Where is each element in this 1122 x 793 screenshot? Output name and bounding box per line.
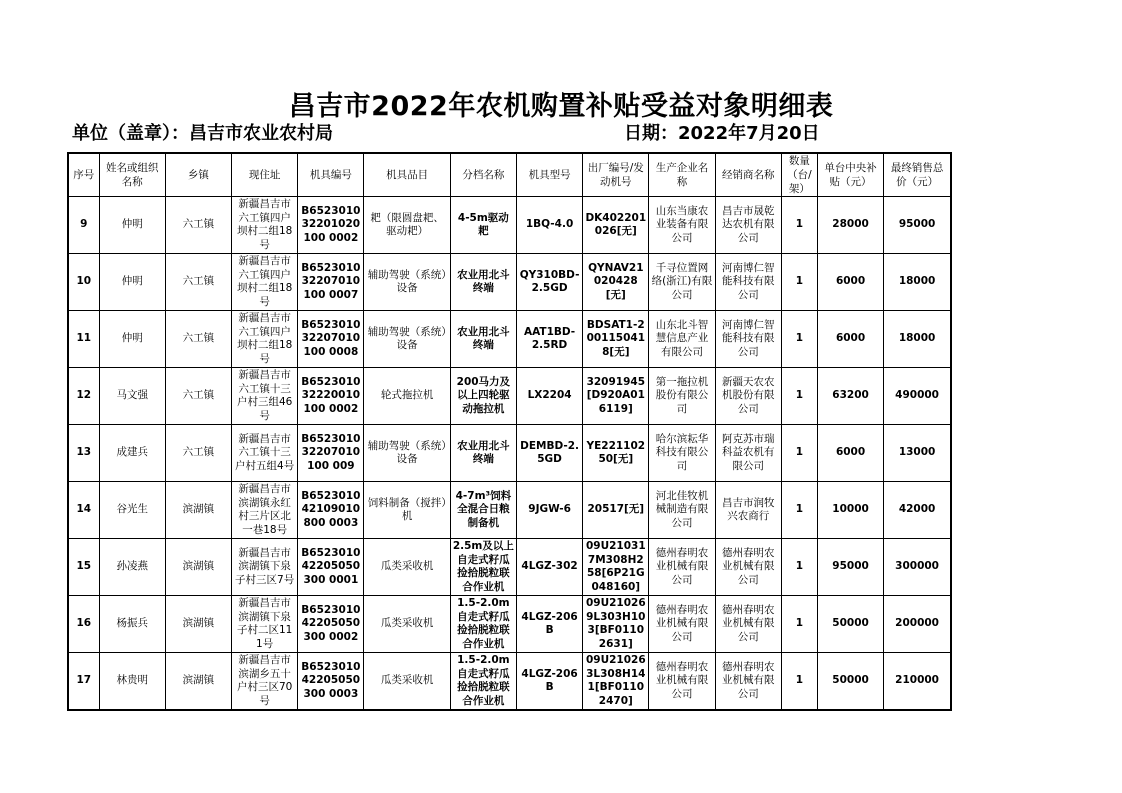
row-index-cell: 14 xyxy=(68,482,99,539)
factory-number-cell: QYNAV21020428[无] xyxy=(583,254,649,311)
machine-category-cell: 辅助驾驶（系统）设备 xyxy=(364,254,450,311)
column-header: 数量（台/架） xyxy=(781,153,817,197)
final-price-cell: 490000 xyxy=(884,368,951,425)
table-row xyxy=(68,482,951,539)
row-index-cell: 17 xyxy=(68,653,99,711)
column-header: 出厂编号/发动机号 xyxy=(583,153,649,197)
column-header: 机具品目 xyxy=(364,153,450,197)
column-header: 序号 xyxy=(68,153,99,197)
row-index-cell: 11 xyxy=(68,311,99,368)
quantity-cell: 1 xyxy=(781,539,817,596)
address-cell: 新疆昌吉市六工镇十三户村五组4号 xyxy=(232,425,298,482)
dealer-cell: 德州春明农业机械有限公司 xyxy=(715,596,781,653)
dealer-cell: 昌吉市晟乾达农机有限公司 xyxy=(715,197,781,254)
township-cell: 滨湖镇 xyxy=(165,539,231,596)
unit-line: 单位（盖章）：昌吉市农业农村局 xyxy=(72,123,333,144)
township-cell: 滨湖镇 xyxy=(165,482,231,539)
machine-category-cell: 饲料制备（搅拌）机 xyxy=(364,482,450,539)
machine-model-cell: QY310BD-2.5GD xyxy=(516,254,582,311)
owner-name-cell: 马文强 xyxy=(99,368,165,425)
central-subsidy-cell: 6000 xyxy=(817,425,883,482)
machine-category-cell: 辅助驾驶（系统）设备 xyxy=(364,311,450,368)
owner-name-cell: 仲明 xyxy=(99,311,165,368)
machine-number-cell: B652301032207010100 009 xyxy=(298,425,364,482)
township-cell: 六工镇 xyxy=(165,311,231,368)
township-cell: 滨湖镇 xyxy=(165,653,231,711)
owner-name-cell: 仲明 xyxy=(99,254,165,311)
manufacturer-cell: 山东北斗智慧信息产业有限公司 xyxy=(649,311,715,368)
address-cell: 新疆昌吉市滨湖镇永红村三片区北一巷18号 xyxy=(232,482,298,539)
dealer-cell: 昌吉市润牧兴农商行 xyxy=(715,482,781,539)
machine-number-cell: B652301042205050300 0003 xyxy=(298,653,364,711)
machine-number-cell: B652301032201020100 0002 xyxy=(298,197,364,254)
central-subsidy-cell: 10000 xyxy=(817,482,883,539)
quantity-cell: 1 xyxy=(781,368,817,425)
column-header: 姓名或组织名称 xyxy=(99,153,165,197)
machine-category-cell: 瓜类采收机 xyxy=(364,596,450,653)
column-header: 单台中央补贴（元） xyxy=(817,153,883,197)
row-index-cell: 9 xyxy=(68,197,99,254)
machine-category-cell: 辅助驾驶（系统）设备 xyxy=(364,425,450,482)
machine-number-cell: B652301042205050300 0002 xyxy=(298,596,364,653)
grade-name-cell: 1.5-2.0m自走式籽瓜捡拾脱粒联合作业机 xyxy=(450,596,516,653)
table-row xyxy=(68,539,951,596)
factory-number-cell: 20517[无] xyxy=(583,482,649,539)
factory-number-cell: 09U210317M308H258[6P21G048160] xyxy=(583,539,649,596)
grade-name-cell: 农业用北斗终端 xyxy=(450,254,516,311)
grade-name-cell: 4-5m驱动耙 xyxy=(450,197,516,254)
factory-number-cell: BDSAT1-2001150418[无] xyxy=(583,311,649,368)
quantity-cell: 1 xyxy=(781,311,817,368)
document-title: 昌吉市2022年农机购置补贴受益对象明细表 xyxy=(288,91,834,122)
manufacturer-cell: 山东当康农业装备有限公司 xyxy=(649,197,715,254)
grade-name-cell: 农业用北斗终端 xyxy=(450,425,516,482)
quantity-cell: 1 xyxy=(781,197,817,254)
machine-number-cell: B652301032220010100 0002 xyxy=(298,368,364,425)
table-row xyxy=(68,254,951,311)
table-row xyxy=(68,197,951,254)
table-row xyxy=(68,653,951,711)
grade-name-cell: 农业用北斗终端 xyxy=(450,311,516,368)
manufacturer-cell: 德州春明农业机械有限公司 xyxy=(649,653,715,711)
manufacturer-cell: 德州春明农业机械有限公司 xyxy=(649,596,715,653)
machine-category-cell: 瓜类采收机 xyxy=(364,539,450,596)
owner-name-cell: 谷光生 xyxy=(99,482,165,539)
factory-number-cell: DK402201026[无] xyxy=(583,197,649,254)
township-cell: 滨湖镇 xyxy=(165,596,231,653)
column-header: 机具编号 xyxy=(298,153,364,197)
machine-number-cell: B652301042205050300 0001 xyxy=(298,539,364,596)
address-cell: 新疆昌吉市滨湖镇下泉子村三区7号 xyxy=(232,539,298,596)
row-index-cell: 16 xyxy=(68,596,99,653)
machine-model-cell: LX2204 xyxy=(516,368,582,425)
manufacturer-cell: 德州春明农业机械有限公司 xyxy=(649,539,715,596)
machine-number-cell: B652301032207010100 0007 xyxy=(298,254,364,311)
owner-name-cell: 成建兵 xyxy=(99,425,165,482)
final-price-cell: 18000 xyxy=(884,254,951,311)
row-index-cell: 15 xyxy=(68,539,99,596)
column-header: 乡镇 xyxy=(165,153,231,197)
column-header: 经销商名称 xyxy=(715,153,781,197)
table-row xyxy=(68,425,951,482)
central-subsidy-cell: 95000 xyxy=(817,539,883,596)
final-price-cell: 18000 xyxy=(884,311,951,368)
final-price-cell: 300000 xyxy=(884,539,951,596)
factory-number-cell: 09U210263L308H141[BF01102470] xyxy=(583,653,649,711)
grade-name-cell: 1.5-2.0m自走式籽瓜捡拾脱粒联合作业机 xyxy=(450,653,516,711)
machine-category-cell: 轮式拖拉机 xyxy=(364,368,450,425)
table-row xyxy=(68,311,951,368)
quantity-cell: 1 xyxy=(781,596,817,653)
table-row xyxy=(68,368,951,425)
machine-category-cell: 耙（限圆盘耙、驱动耙） xyxy=(364,197,450,254)
township-cell: 六工镇 xyxy=(165,425,231,482)
dealer-cell: 新疆天农农机股份有限公司 xyxy=(715,368,781,425)
grade-name-cell: 2.5m及以上自走式籽瓜捡拾脱粒联合作业机 xyxy=(450,539,516,596)
address-cell: 新疆昌吉市滨湖镇下泉子村二区111号 xyxy=(232,596,298,653)
machine-number-cell: B652301032207010100 0008 xyxy=(298,311,364,368)
column-header: 机具型号 xyxy=(516,153,582,197)
dealer-cell: 德州春明农业机械有限公司 xyxy=(715,539,781,596)
final-price-cell: 13000 xyxy=(884,425,951,482)
grade-name-cell: 4-7m³饲料全混合日粮制备机 xyxy=(450,482,516,539)
factory-number-cell: 09U210269L303H103[BF01102631] xyxy=(583,596,649,653)
central-subsidy-cell: 6000 xyxy=(817,254,883,311)
owner-name-cell: 林贵明 xyxy=(99,653,165,711)
column-header: 现住址 xyxy=(232,153,298,197)
final-price-cell: 42000 xyxy=(884,482,951,539)
address-cell: 新疆昌吉市六工镇四户坝村二组18号 xyxy=(232,254,298,311)
factory-number-cell: 32091945[D920A016119] xyxy=(583,368,649,425)
quantity-cell: 1 xyxy=(781,653,817,711)
row-index-cell: 13 xyxy=(68,425,99,482)
manufacturer-cell: 河北佳牧机械制造有限公司 xyxy=(649,482,715,539)
machine-model-cell: 4LGZ-206B xyxy=(516,653,582,711)
machine-model-cell: 1BQ-4.0 xyxy=(516,197,582,254)
address-cell: 新疆昌吉市六工镇十三户村三组46号 xyxy=(232,368,298,425)
quantity-cell: 1 xyxy=(781,425,817,482)
factory-number-cell: YE22110250[无] xyxy=(583,425,649,482)
dealer-cell: 德州春明农业机械有限公司 xyxy=(715,653,781,711)
central-subsidy-cell: 28000 xyxy=(817,197,883,254)
central-subsidy-cell: 63200 xyxy=(817,368,883,425)
machine-model-cell: DEMBD-2.5GD xyxy=(516,425,582,482)
township-cell: 六工镇 xyxy=(165,368,231,425)
quantity-cell: 1 xyxy=(781,254,817,311)
machine-category-cell: 瓜类采收机 xyxy=(364,653,450,711)
final-price-cell: 200000 xyxy=(884,596,951,653)
machine-model-cell: AAT1BD-2.5RD xyxy=(516,311,582,368)
table-body xyxy=(68,197,951,711)
township-cell: 六工镇 xyxy=(165,254,231,311)
owner-name-cell: 孙凌燕 xyxy=(99,539,165,596)
owner-name-cell: 仲明 xyxy=(99,197,165,254)
final-price-cell: 95000 xyxy=(884,197,951,254)
township-cell: 六工镇 xyxy=(165,197,231,254)
column-header: 生产企业名称 xyxy=(649,153,715,197)
owner-name-cell: 杨振兵 xyxy=(99,596,165,653)
central-subsidy-cell: 50000 xyxy=(817,596,883,653)
row-index-cell: 10 xyxy=(68,254,99,311)
manufacturer-cell: 哈尔滨耘华科技有限公司 xyxy=(649,425,715,482)
header-row xyxy=(68,153,951,197)
row-index-cell: 12 xyxy=(68,368,99,425)
machine-number-cell: B652301042109010800 0003 xyxy=(298,482,364,539)
address-cell: 新疆昌吉市六工镇四户坝村二组18号 xyxy=(232,197,298,254)
machine-model-cell: 4LGZ-206B xyxy=(516,596,582,653)
dealer-cell: 河南博仁智能科技有限公司 xyxy=(715,254,781,311)
machine-model-cell: 4LGZ-302 xyxy=(516,539,582,596)
column-header: 分档名称 xyxy=(450,153,516,197)
address-cell: 新疆昌吉市六工镇四户坝村二组18号 xyxy=(232,311,298,368)
table-row xyxy=(68,596,951,653)
table-header xyxy=(68,153,951,197)
grade-name-cell: 200马力及以上四轮驱动拖拉机 xyxy=(450,368,516,425)
address-cell: 新疆昌吉市滨湖乡五十户村三区70号 xyxy=(232,653,298,711)
column-header: 最终销售总价（元） xyxy=(884,153,951,197)
subsidy-table xyxy=(67,152,952,711)
manufacturer-cell: 第一拖拉机股份有限公司 xyxy=(649,368,715,425)
machine-model-cell: 9JGW-6 xyxy=(516,482,582,539)
dealer-cell: 阿克苏市瑞科益农机有限公司 xyxy=(715,425,781,482)
central-subsidy-cell: 6000 xyxy=(817,311,883,368)
date-line: 日期：2022年7月20日 xyxy=(624,123,820,144)
quantity-cell: 1 xyxy=(781,482,817,539)
final-price-cell: 210000 xyxy=(884,653,951,711)
dealer-cell: 河南博仁智能科技有限公司 xyxy=(715,311,781,368)
manufacturer-cell: 千寻位置网络(浙江)有限公司 xyxy=(649,254,715,311)
central-subsidy-cell: 50000 xyxy=(817,653,883,711)
